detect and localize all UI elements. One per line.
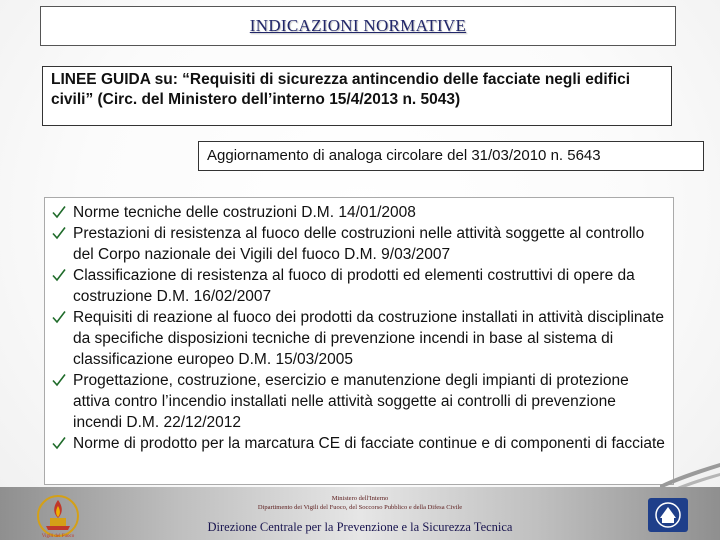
norms-box (44, 197, 674, 485)
norms-list (51, 202, 665, 454)
norm-text: Progettazione, costruzione, esercizio e manutenzione degli impianti di protezione attiva contro l’incendio installati nelle attività soggette ai controlli di prevenzione incendi D.M. 22/12/2012 (73, 372, 629, 431)
list-item (51, 433, 665, 454)
list-item (51, 307, 665, 370)
footer-text (170, 495, 550, 536)
guideline-box (42, 66, 672, 126)
page-title: INDICAZIONI NORMATIVE (249, 16, 467, 35)
norm-text: Requisiti di reazione al fuoco dei prodotti da costruzione installati in attività disciplinate da specifiche disposizioni tecniche di prevenzione incendi in base al sistema di classificazione europeo D.M. 15/03/2005 (73, 309, 665, 368)
norm-text: Classificazione di resistenza al fuoco di prodotti ed elementi costruttivi di opere da costruzione D.M. 16/02/2007 (73, 267, 635, 305)
list-item (51, 202, 665, 223)
update-text: Aggiornamento di analoga circolare del 31/03/2010 n. 5643 (207, 147, 601, 164)
checkmark-icon (51, 372, 67, 388)
update-box (198, 141, 704, 171)
department-seal-icon (646, 496, 690, 534)
norm-text: Prestazioni di resistenza al fuoco delle costruzioni nelle attività soggette al controllo del Corpo nazionale dei Vigili del fuoco D.M. 9/03/2007 (73, 225, 645, 263)
title-box (40, 6, 676, 46)
checkmark-icon (51, 204, 67, 220)
footer-department: Dipartimento dei Vigili del Fuoco, del Soccorso Pubblico e della Difesa Civile (257, 504, 463, 511)
footer-ministry: Ministero dell'Interno (331, 495, 389, 502)
list-item (51, 370, 665, 433)
checkmark-icon (51, 309, 67, 325)
list-item (51, 223, 665, 265)
footer-direction: Direzione Centrale per la Prevenzione e la Sicurezza Tecnica (207, 520, 513, 534)
list-item (51, 265, 665, 307)
guideline-text: LINEE GUIDA su: “Requisiti di sicurezza antincendio delle facciate negli edifici civili” (Circ. del Ministero dell’interno 15/4/2013 n. 5043) (51, 71, 631, 108)
vigili-del-fuoco-logo-icon (34, 492, 82, 538)
logo-caption: Vigili del Fuoco (41, 534, 75, 538)
norm-text: Norme di prodotto per la marcatura CE di facciate continue e di componenti di facciate (73, 435, 665, 452)
checkmark-icon (51, 225, 67, 241)
norm-text: Norme tecniche delle costruzioni D.M. 14/01/2008 (73, 204, 416, 221)
checkmark-icon (51, 435, 67, 451)
checkmark-icon (51, 267, 67, 283)
